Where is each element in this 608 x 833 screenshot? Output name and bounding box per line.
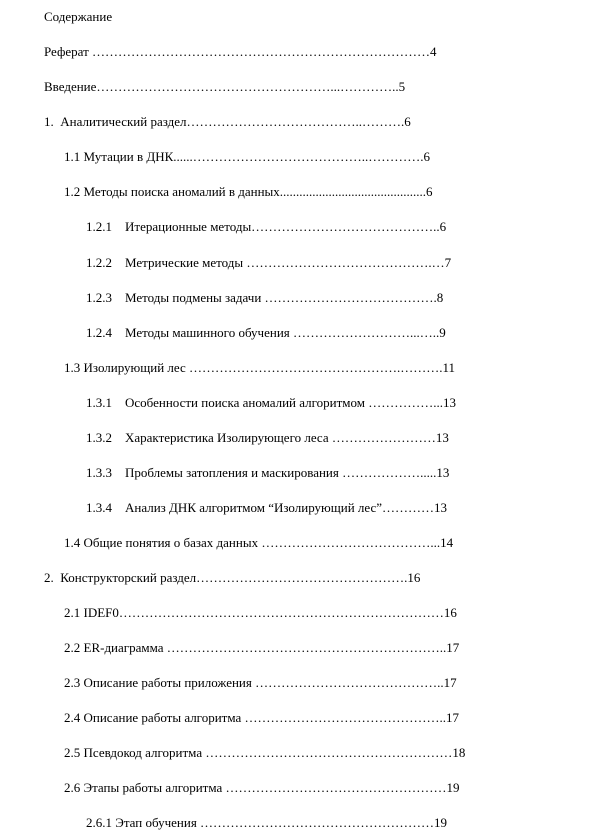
toc-entry-2-1: 2.1 IDEF0…………………………………………………………………16 (64, 605, 457, 620)
toc-entry-section-2: 2. Конструкторский раздел………………………………………….16 (44, 570, 421, 585)
toc-entry-section-1: 1. Аналитический раздел…………………………………..……….6 (44, 114, 411, 129)
toc-entry-2-4: 2.4 Описание работы алгоритма ………………………………………..17 (64, 710, 459, 725)
toc-entry-1-3-1: 1.3.1 Особенности поиска аномалий алгоритмом ……………...13 (86, 395, 456, 410)
toc-entry-1-2-4: 1.2.4 Методы машинного обучения ………………………...…..9 (86, 325, 446, 340)
toc-entry-2-2: 2.2 ER-диаграмма ………………………………………………………..17 (64, 640, 460, 655)
toc-entry-1-2: 1.2 Методы поиска аномалий в данных.............................................6 (64, 184, 433, 199)
toc-entry-2-5: 2.5 Псевдокод алгоритма …………………………………………………18 (64, 745, 466, 760)
toc-entry-1-2-2: 1.2.2 Метрические методы …………………………………….…7 (86, 255, 452, 270)
toc-entry-1-2-1: 1.2.1 Итерационные методы……………………………………..6 (86, 219, 447, 234)
toc-entry-1-1: 1.1 Мутации в ДНК......…………………………………..………….6 (64, 149, 431, 164)
toc-entry-1-3-3: 1.3.3 Проблемы затопления и маскирования ……………….....13 (86, 465, 450, 480)
toc-title: Содержание (44, 9, 113, 24)
toc-entry-2-3: 2.3 Описание работы приложения ……………………………………..17 (64, 675, 457, 690)
toc-entry-2-6: 2.6 Этапы работы алгоритма ……………………………………………19 (64, 780, 460, 795)
toc-entry-abstract: Реферат ……………………………………………………………………4 (44, 44, 437, 59)
toc-entry-1-2-3: 1.2.3 Методы подмены задачи ………………………………….8 (86, 290, 444, 305)
toc-entry-introduction: Введение………………………………………………...…………..5 (44, 79, 406, 94)
toc-entry-1-3-2: 1.3.2 Характеристика Изолирующего леса ……………………13 (86, 430, 449, 445)
toc-entry-2-6-1: 2.6.1 Этап обучения ………………………………………………19 (86, 815, 448, 830)
toc-entry-1-3: 1.3 Изолирующий лес ………………………………………….……….11 (64, 360, 456, 375)
toc-entry-1-4: 1.4 Общие понятия о базах данных …………………………………...14 (64, 535, 454, 550)
toc-entry-1-3-4: 1.3.4 Анализ ДНК алгоритмом “Изолирующий лес”…………13 (86, 500, 448, 515)
